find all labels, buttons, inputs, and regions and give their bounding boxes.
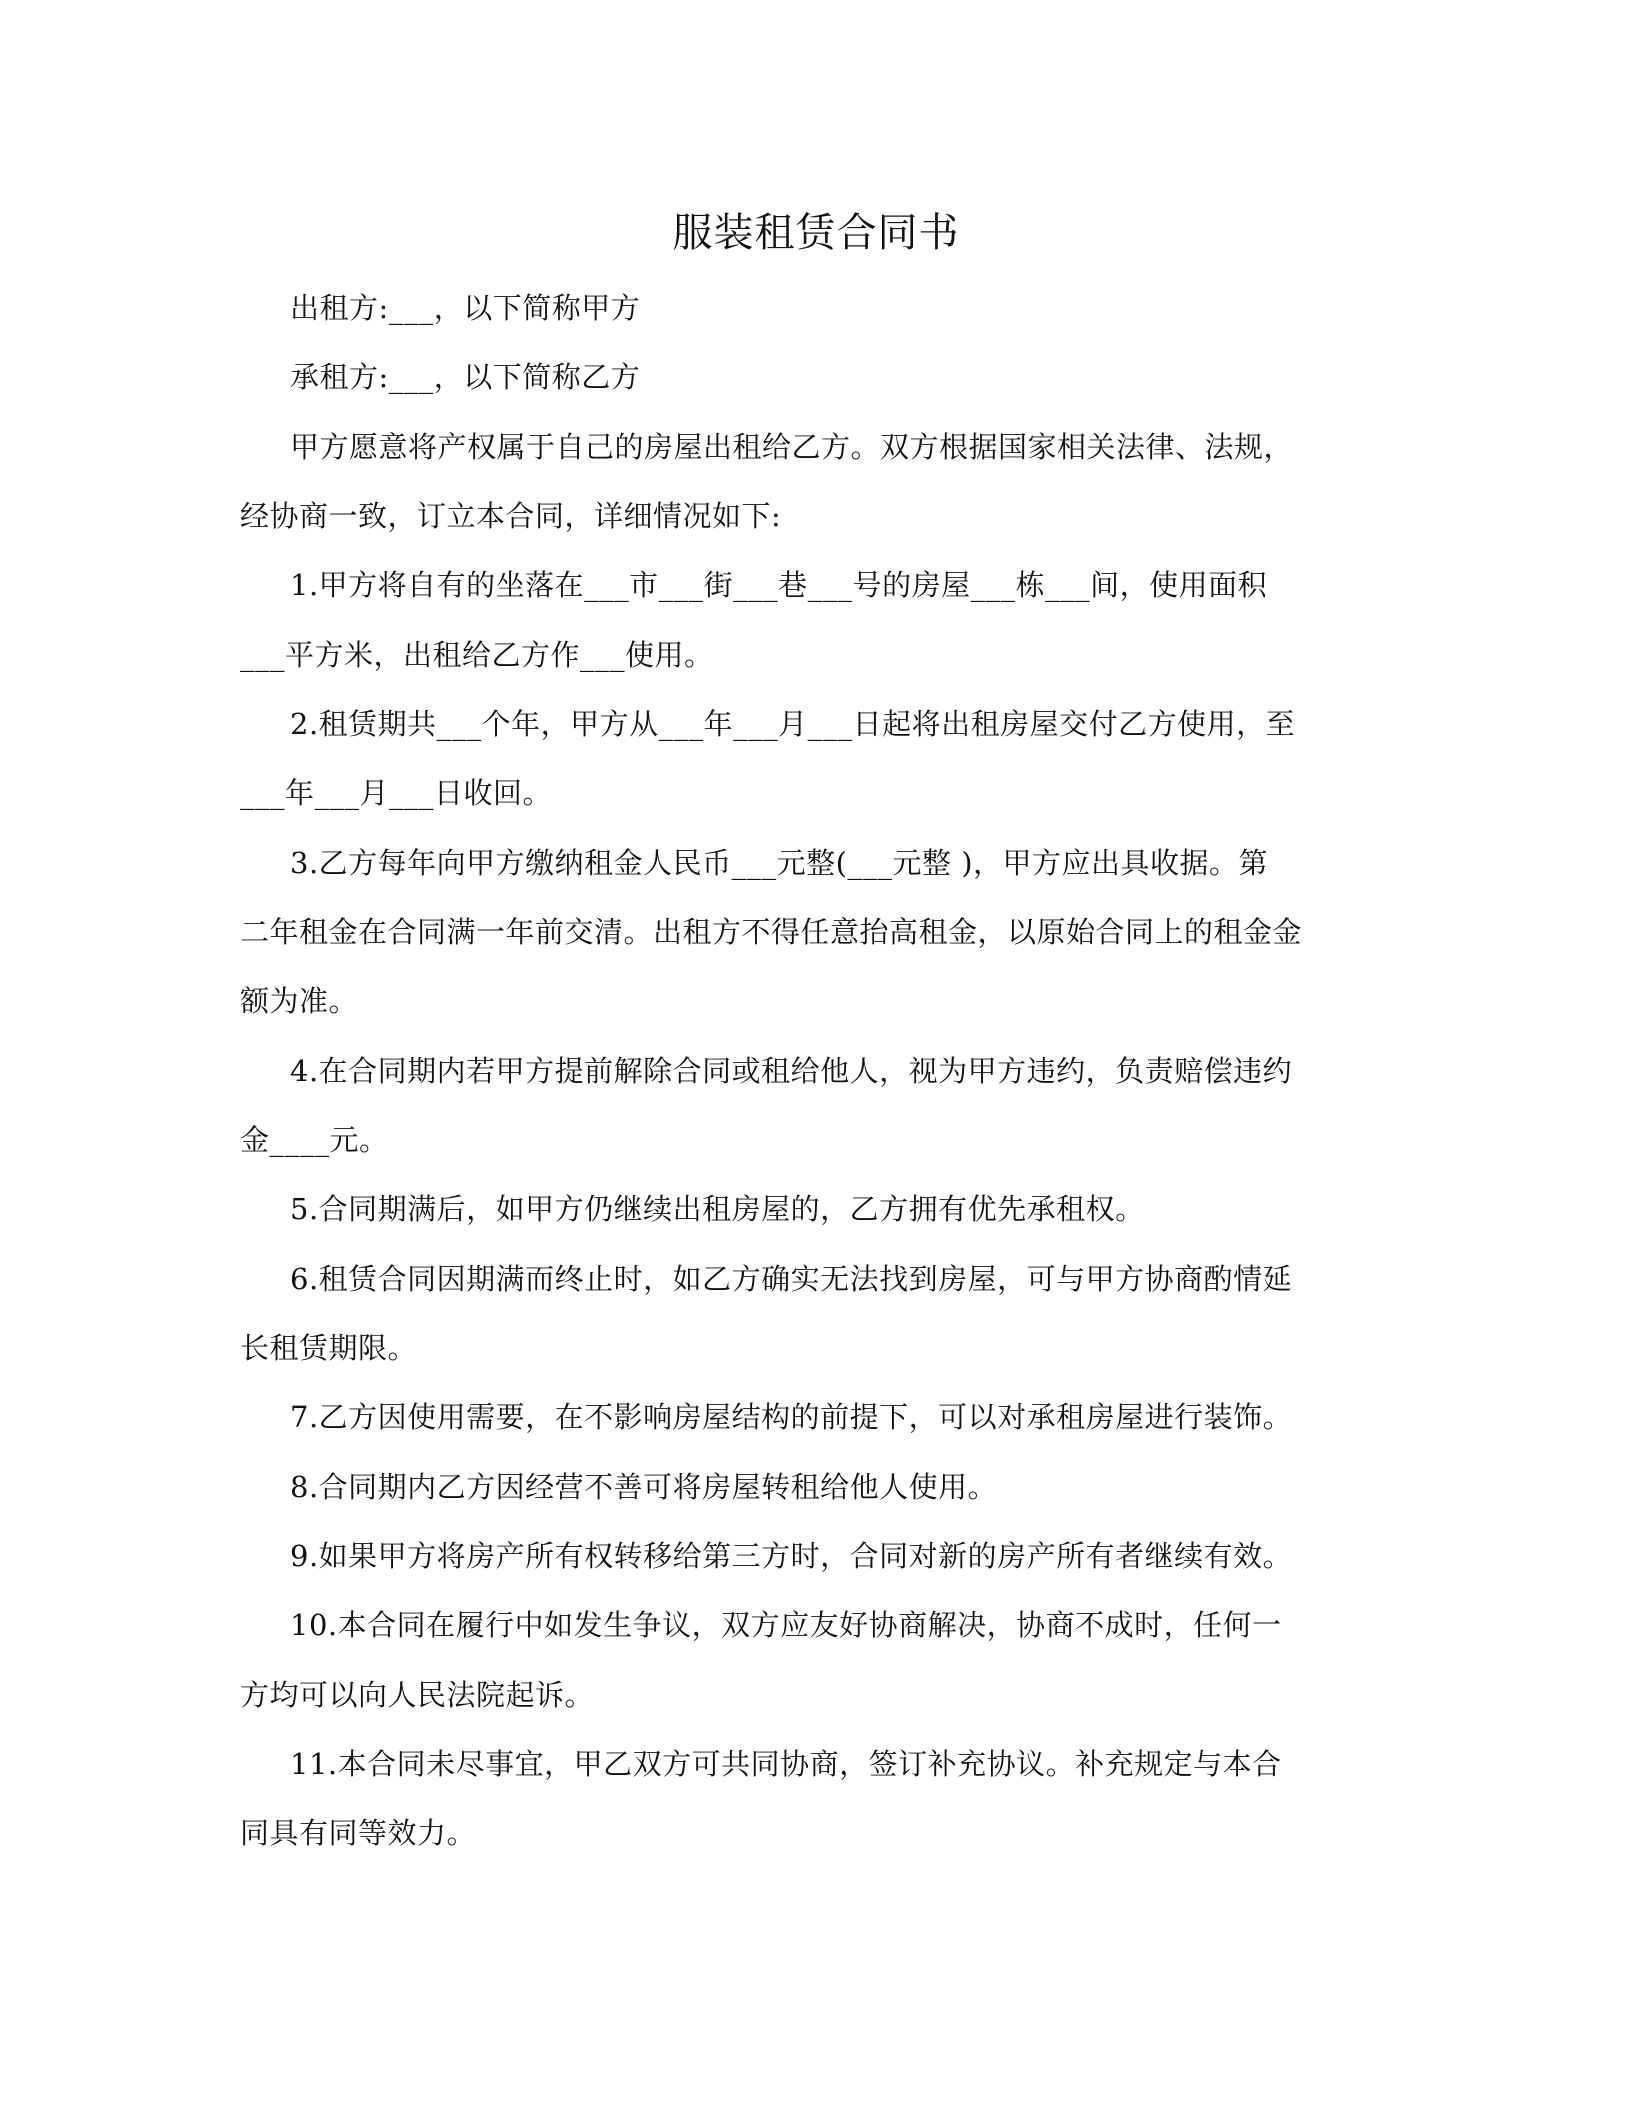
paragraph-line: ___平方米，出租给乙方作___使用。: [240, 637, 714, 672]
paragraph-line: ___年___月___日收回。: [240, 776, 553, 811]
paragraph-line: 11.本合同未尽事宜，甲乙双方可共同协商，签订补充协议。补充规定与本合: [290, 1746, 1282, 1781]
paragraph-line: 9.如果甲方将房产所有权转移给第三方时，合同对新的房产所有者继续有效。: [290, 1538, 1293, 1573]
paragraph-line: 4.在合同期内若甲方提前解除合同或租给他人，视为甲方违约，负责赔偿违约: [290, 1053, 1293, 1088]
paragraph-line: 3.乙方每年向甲方缴纳租金人民币___元整(___元整 )，甲方应出具收据。第: [290, 845, 1269, 880]
paragraph-line: 出租方:___，以下简称甲方: [290, 291, 641, 325]
paragraph-line: 5.合同期满后，如甲方仍继续出租房屋的，乙方拥有优先承租权。: [290, 1192, 1145, 1227]
paragraph-line: 二年租金在合同满一年前交清。出租方不得任意抬高租金，以原始合同上的租金金: [240, 914, 1303, 949]
paragraph-line: 2.租赁期共___个年，甲方从___年___月___日起将出租房屋交付乙方使用，至: [290, 706, 1296, 741]
paragraph-line: 方均可以向人民法院起诉。: [240, 1677, 595, 1712]
document-title: 服装租赁合同书: [672, 210, 960, 256]
paragraph-line: 额为准。: [240, 984, 359, 1019]
paragraph-line: 10.本合同在履行中如发生争议，双方应友好协商解决，协商不成时，任何一: [290, 1608, 1282, 1643]
paragraph-line: 承租方:___，以下简称乙方: [290, 360, 641, 395]
paragraph-line: 6.租赁合同因期满而终止时，如乙方确实无法找到房屋，可与甲方协商酌情延: [290, 1261, 1293, 1296]
paragraph-line: 甲方愿意将产权属于自己的房屋出租给乙方。双方根据国家相关法律、法规，: [290, 429, 1294, 464]
paragraph-line: 1.甲方将自有的坐落在___市___街___巷___号的房屋___栋___间，使用面积: [290, 568, 1268, 603]
paragraph-line: 7.乙方因使用需要，在不影响房屋结构的前提下，可以对承租房屋进行装饰。: [290, 1400, 1293, 1435]
paragraph-line: 长租赁期限。: [240, 1330, 418, 1365]
paragraph-line: 金____元。: [240, 1122, 389, 1157]
paragraph-line: 同具有同等效力。: [240, 1816, 477, 1851]
paragraph-line: 经协商一致，订立本合同，详细情况如下:: [240, 498, 782, 533]
paragraph-line: 8.合同期内乙方因经营不善可将房屋转租给他人使用。: [290, 1469, 998, 1504]
